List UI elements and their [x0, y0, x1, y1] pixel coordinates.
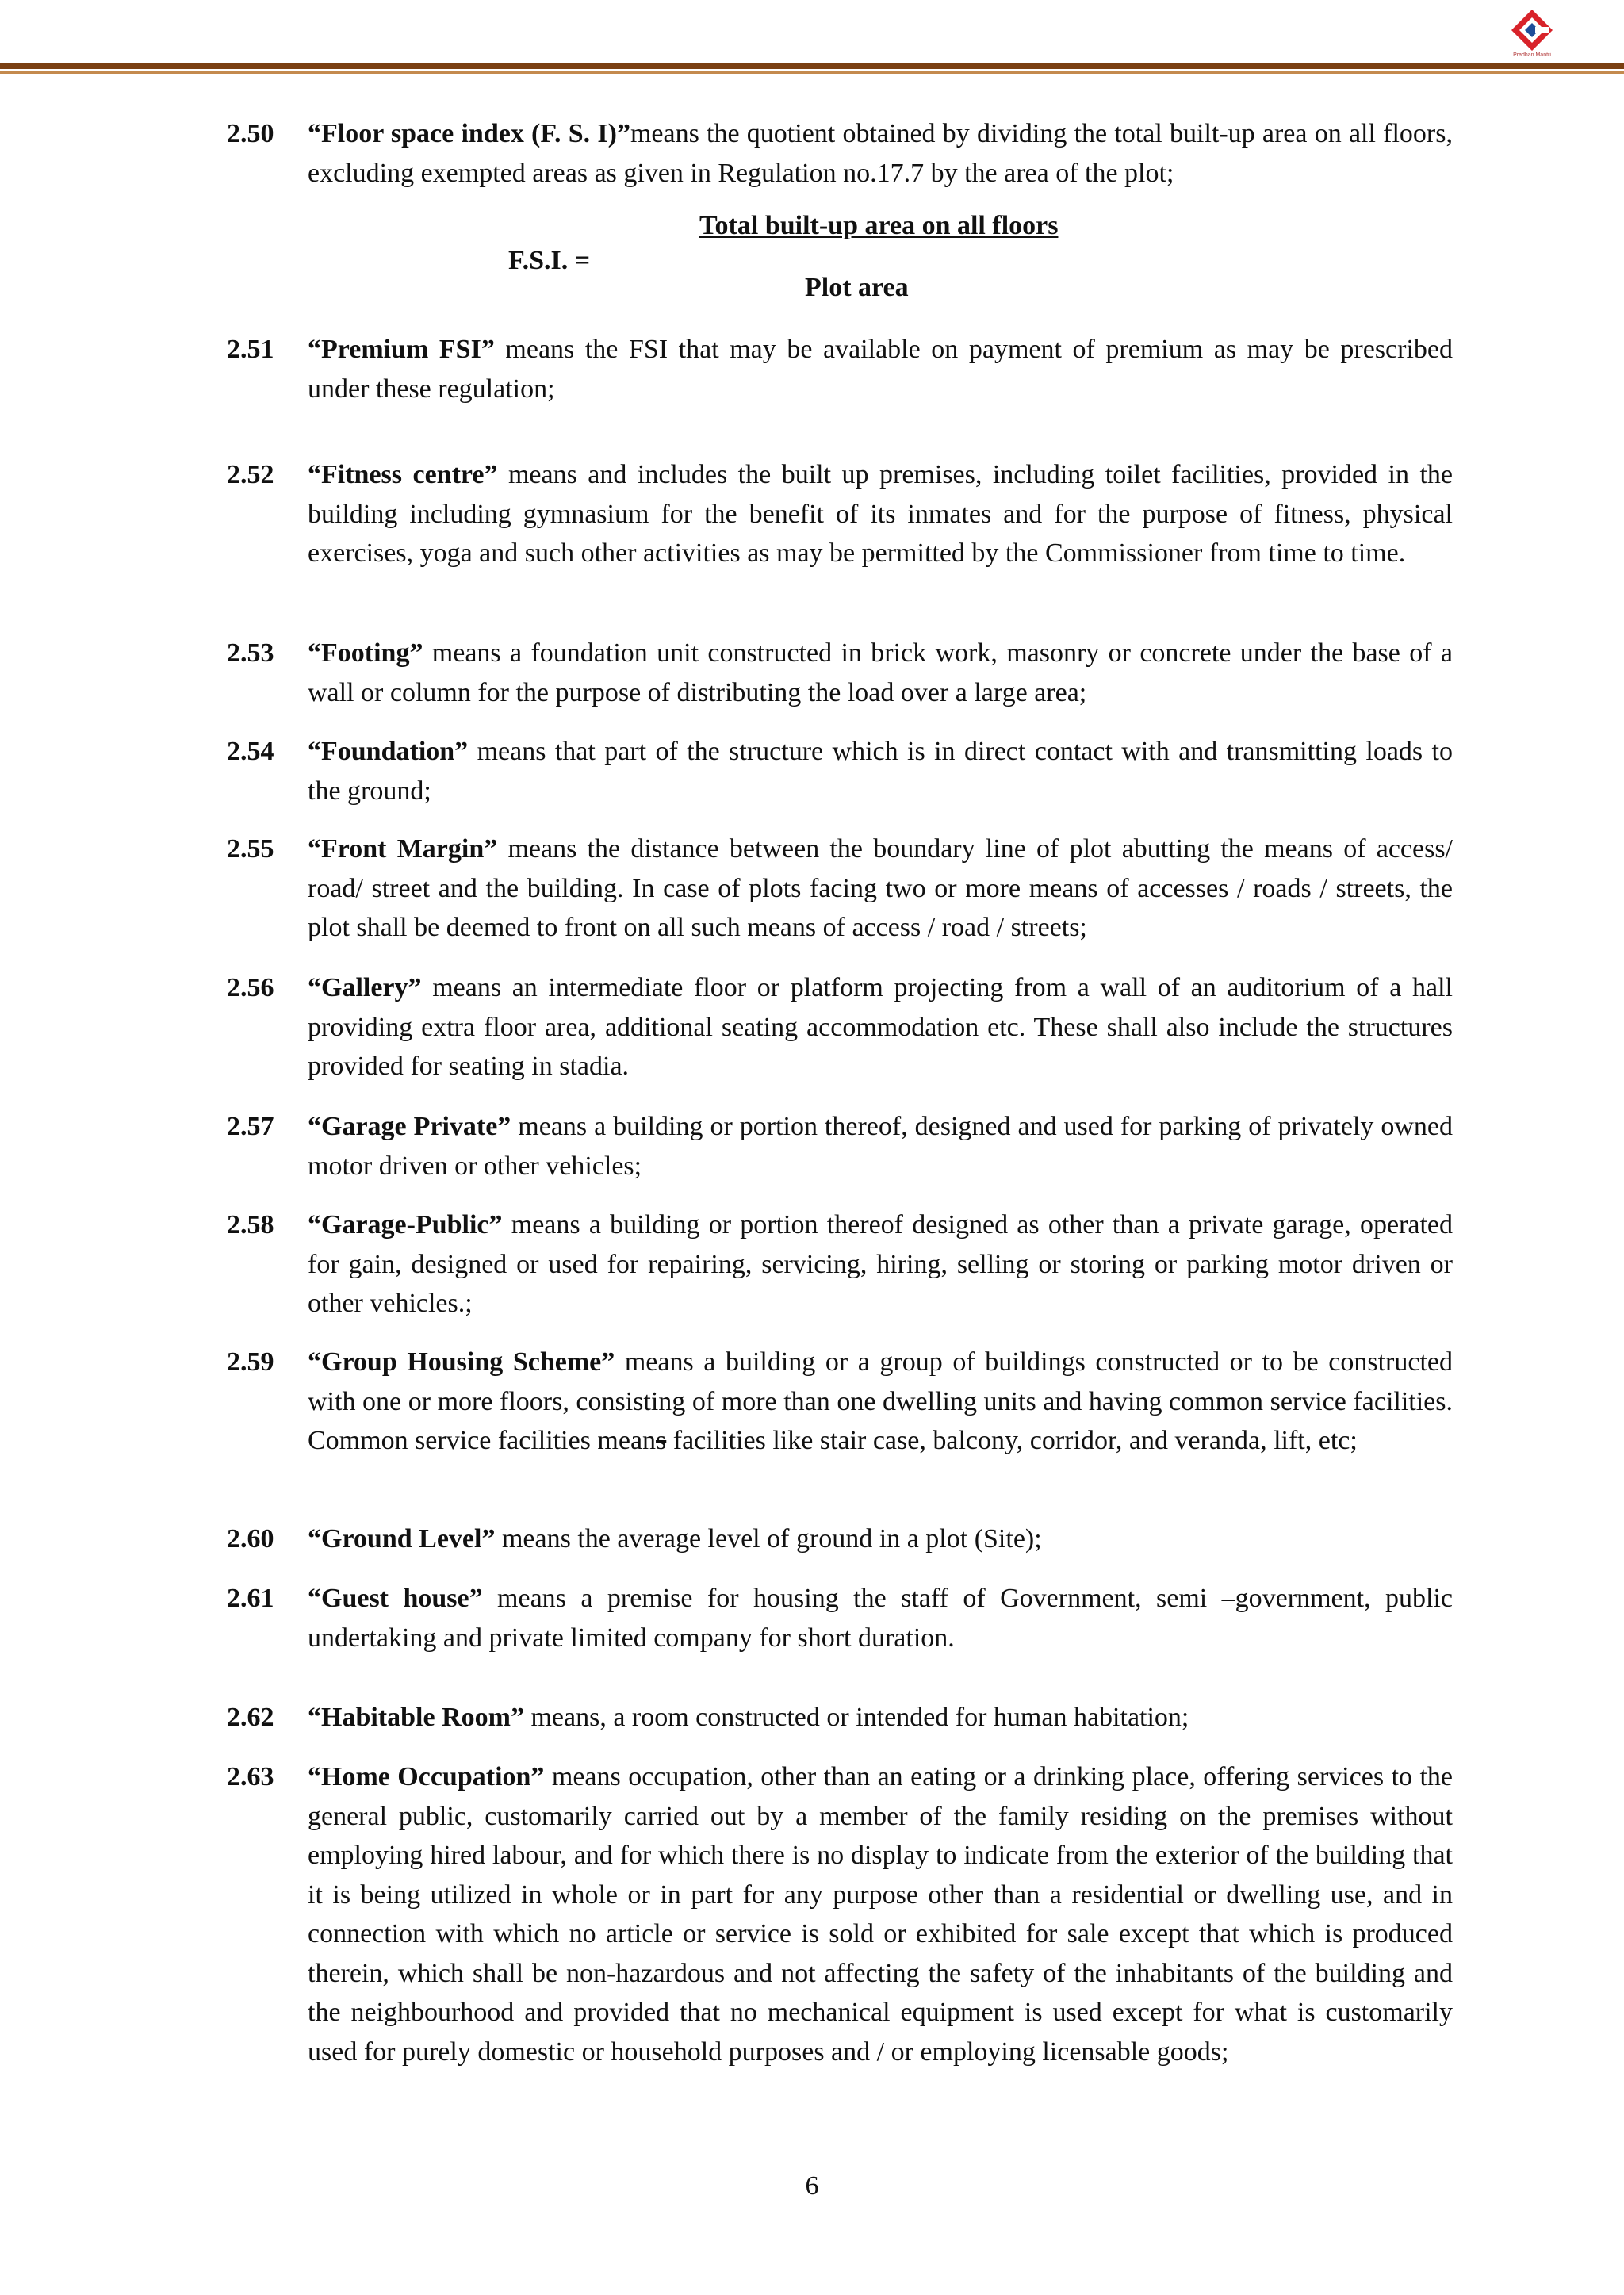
formula-numerator: Total built-up area on all floors	[699, 211, 1059, 240]
clause-text: “Fitness centre” means and includes the built up premises, including toilet facilities, provided in the building including gymnasium for the benefit of its inmates and for the purpose of fitness, physical exercises, yoga and such other activities as may be permitted by the Commissioner from time to time.	[308, 460, 1453, 568]
page-header	[0, 0, 1624, 79]
clause-number: 2.54	[227, 737, 274, 766]
defined-term: “Guest house”	[308, 1584, 483, 1613]
defined-term: “Premium FSI”	[308, 335, 495, 364]
defined-term: “Habitable Room”	[308, 1703, 524, 1732]
clause-2-61	[227, 1579, 1453, 1657]
defined-term: “Garage Private”	[308, 1112, 511, 1141]
formula-label: F.S.I. =	[508, 246, 591, 275]
clause-number: 2.53	[227, 638, 274, 668]
clause-number: 2.60	[227, 1524, 274, 1554]
clause-2-56	[227, 968, 1453, 1086]
clause-text: “Habitable Room” means, a room constructed or intended for human habitation;	[308, 1703, 1189, 1732]
clause-2-63	[227, 1757, 1453, 2071]
clause-2-54	[227, 732, 1453, 810]
header-rule	[0, 63, 1624, 69]
clause-number: 2.57	[227, 1112, 274, 1141]
formula-denominator: Plot area	[805, 273, 909, 302]
clause-number: 2.63	[227, 1762, 274, 1791]
defined-term: “Ground Level”	[308, 1524, 496, 1554]
header-rule-thin	[0, 71, 1624, 74]
clause-2-58	[227, 1205, 1453, 1324]
clause-2-51	[227, 330, 1453, 408]
defined-term: “Group Housing Scheme”	[308, 1347, 615, 1377]
clause-2-59	[227, 1343, 1453, 1461]
clause-number: 2.51	[227, 335, 274, 364]
clause-number: 2.61	[227, 1584, 274, 1613]
clause-text: “Footing” means a foundation unit constructed in brick work, masonry or concrete under the base of a wall or column for the purpose of distributing the load over a large area;	[308, 638, 1453, 707]
logo-emblem-icon	[1507, 6, 1557, 52]
clause-number: 2.59	[227, 1347, 274, 1377]
page-number: 6	[805, 2171, 819, 2201]
clause-2-57	[227, 1107, 1453, 1186]
clause-text: “Foundation” means that part of the structure which is in direct contact with and transmitting loads to the ground;	[308, 737, 1453, 806]
logo-caption: Pradhan Mantri	[1513, 52, 1551, 58]
struck-text: s	[656, 1426, 667, 1455]
clause-number: 2.56	[227, 973, 274, 1002]
clause-number: 2.58	[227, 1210, 274, 1239]
clause-text: “Garage-Public” means a building or portion thereof designed as other than a private garage, operated for gain, designed or used for repairing, servicing, hiring, selling or storing or parking motor driven or other vehicles.;	[308, 1210, 1453, 1318]
defined-term: “Foundation”	[308, 737, 469, 766]
defined-term: “Gallery”	[308, 973, 422, 1002]
clause-text: “Home Occupation” means occupation, other than an eating or a drinking place, offering services to the general public, customarily carried out by a member of the family residing on the premises without employing hired labour, and for which there is no display to indicate from the exterior of the building that it is being utilized in whole or in part for any purpose other than a residential or dwelling use, and in connection with which no article or service is sold or exhibited for sale except that which is produced therein, which shall be non-hazardous and not affecting the safety of the inhabitants of the building and the neighbourhood and provided that no mechanical equipment is used except for what is customarily used for purely domestic or household purposes and / or employing licensable goods;	[308, 1762, 1454, 2067]
clause-2-62	[227, 1698, 1453, 1738]
defined-term: “Home Occupation”	[308, 1762, 545, 1791]
clause-2-53	[227, 634, 1453, 712]
clause-text: “Front Margin” means the distance between the boundary line of plot abutting the means of access/ road/ street and the building. In case of plots facing two or more means of accesses / roads / streets, the plot shall be deemed to front on all such means of access / road / streets;	[308, 834, 1454, 942]
clause-number: 2.52	[227, 460, 274, 489]
defined-term: “Garage-Public”	[308, 1210, 503, 1239]
clause-2-55	[227, 829, 1453, 948]
clause-text: “Garage Private” means a building or portion thereof, designed and used for parking of privately owned motor driven or other vehicles;	[308, 1112, 1453, 1181]
defined-term: “Fitness centre”	[308, 460, 498, 489]
clause-text: “Ground Level” means the average level of ground in a plot (Site);	[308, 1524, 1042, 1554]
clause-number: 2.55	[227, 834, 274, 864]
clause-text: “Gallery” means an intermediate floor or platform projecting from a wall of an auditorium of a hall providing extra floor area, additional seating accommodation etc. These shall also include the structures provided for seating in stadia.	[308, 973, 1453, 1081]
clause-text: “Guest house” means a premise for housing the staff of Government, semi –government, public undertaking and private limited company for short duration.	[308, 1584, 1454, 1653]
clause-text: “Premium FSI” means the FSI that may be available on payment of premium as may be prescribed under these regulation;	[308, 335, 1453, 404]
clause-text: “Group Housing Scheme” means a building or a group of buildings constructed or to be constructed with one or more floors, consisting of more than one dwelling units and having common service facilities. Common service facilities means facilities like stair case, balcony, corridor, and veranda, lift, etc;	[308, 1347, 1453, 1455]
clause-number: 2.50	[227, 119, 274, 148]
logo	[1507, 6, 1557, 62]
clause-2-52	[227, 455, 1453, 573]
defined-term: “Front Margin”	[308, 834, 498, 864]
defined-term: “Footing”	[308, 638, 423, 668]
clause-number: 2.62	[227, 1703, 274, 1732]
clause-2-50	[227, 114, 1453, 193]
clause-text: “Floor space index (F. S. I)”means the quotient obtained by dividing the total built-up area on all floors, excluding exempted areas as given in Regulation no.17.7 by the area of the plot;	[308, 119, 1453, 188]
defined-term: “Floor space index (F. S. I)”	[308, 119, 630, 148]
clause-2-60	[227, 1519, 1453, 1559]
